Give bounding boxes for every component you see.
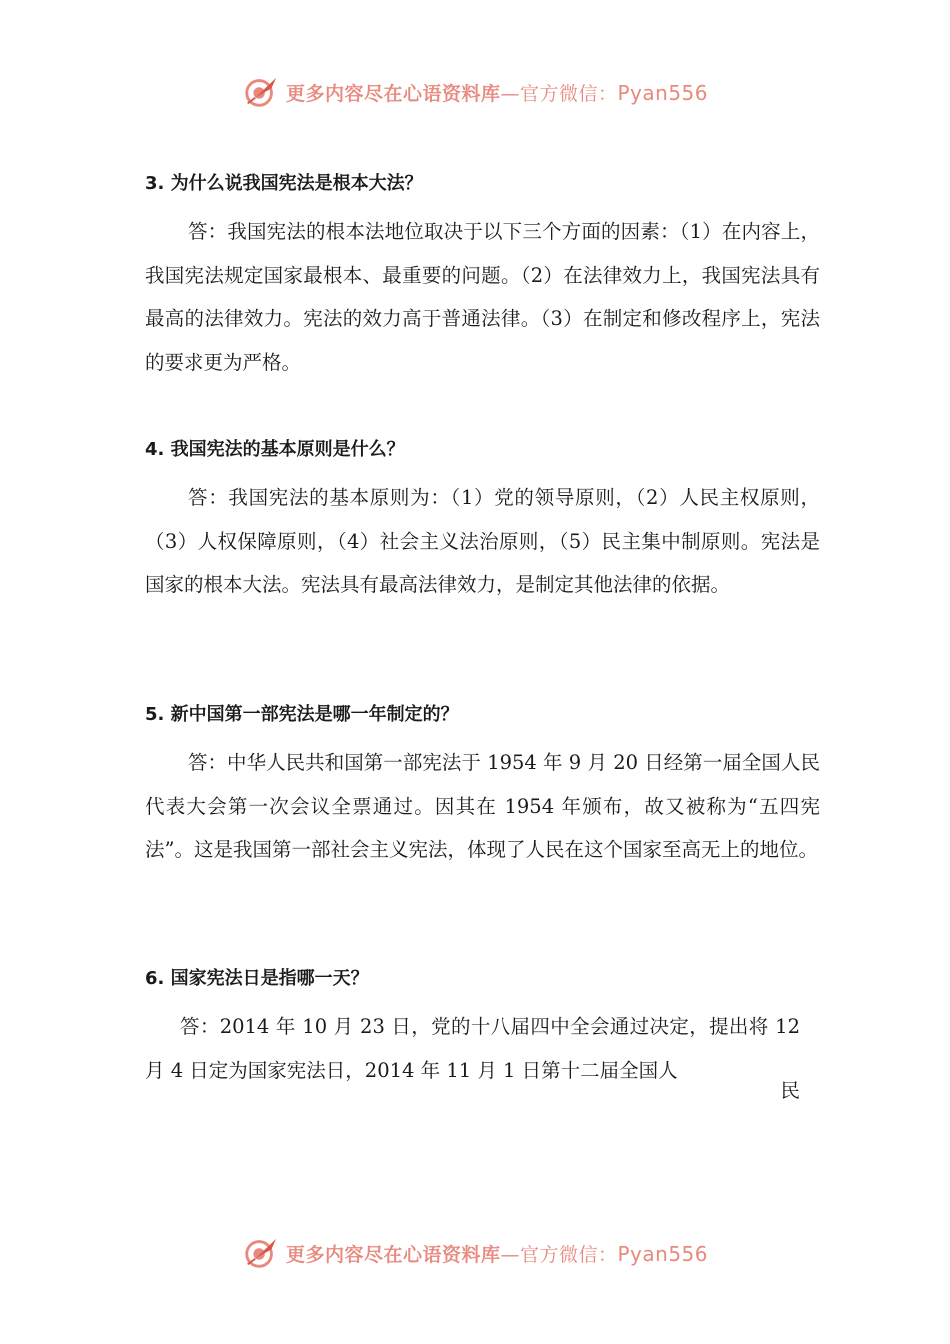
quill-logo-icon xyxy=(242,73,280,111)
question-heading: 5. 新中国第一部宪法是哪一年制定的？ xyxy=(145,704,459,725)
header-text: 更多内容尽在心语资料库—官方微信：Pyan556 xyxy=(285,80,709,105)
footer-banner xyxy=(0,1231,950,1275)
question-heading: 6. 国家宪法日是指哪一天？ xyxy=(145,968,369,989)
answer-tail: 民 xyxy=(780,1079,800,1102)
answer-paragraph: 答：2014 年 10 月 23 日，党的十八届四中全会通过决定，提出将 12 月 4 日定为国家宪法日，2014 年 11 月 1 日第十二届全国人 xyxy=(145,1015,800,1082)
header-banner xyxy=(0,70,950,114)
quill-logo-icon xyxy=(242,1234,280,1272)
footer-text: 更多内容尽在心语资料库—官方微信：Pyan556 xyxy=(285,1241,709,1266)
question-heading: 4. 我国宪法的基本原则是什么？ xyxy=(145,439,405,460)
answer-paragraph: 答：中华人民共和国第一部宪法于 1954 年 9 月 20 日经第一届全国人民代表大会第一次会议全票通过。因其在 1954 年颁布，故又被称为“五四宪法”。这是我国第一部社会主义宪法，体现了人民在这个国家至高无上的地位。 xyxy=(145,751,820,861)
qa-section-4 xyxy=(145,438,820,607)
question-heading: 3. 为什么说我国宪法是根本大法？ xyxy=(145,173,423,194)
answer-paragraph: 答：我国宪法的基本原则为：（1）党的领导原则，（2）人民主权原则，（3）人权保障原则，（4）社会主义法治原则，（5）民主集中制原则。宪法是国家的根本大法。宪法具有最高法律效力，是制定其他法律的依据。 xyxy=(145,486,820,596)
qa-section-6 xyxy=(145,967,820,1102)
qa-section-3 xyxy=(145,172,820,384)
qa-section-5 xyxy=(145,703,820,872)
answer-paragraph: 答：我国宪法的根本法地位取决于以下三个方面的因素：（1）在内容上，我国宪法规定国家最根本、最重要的问题。（2）在法律效力上，我国宪法具有最高的法律效力。宪法的效力高于普通法律。（3）在制定和修改程序上，宪法的要求更为严格。 xyxy=(145,220,820,374)
